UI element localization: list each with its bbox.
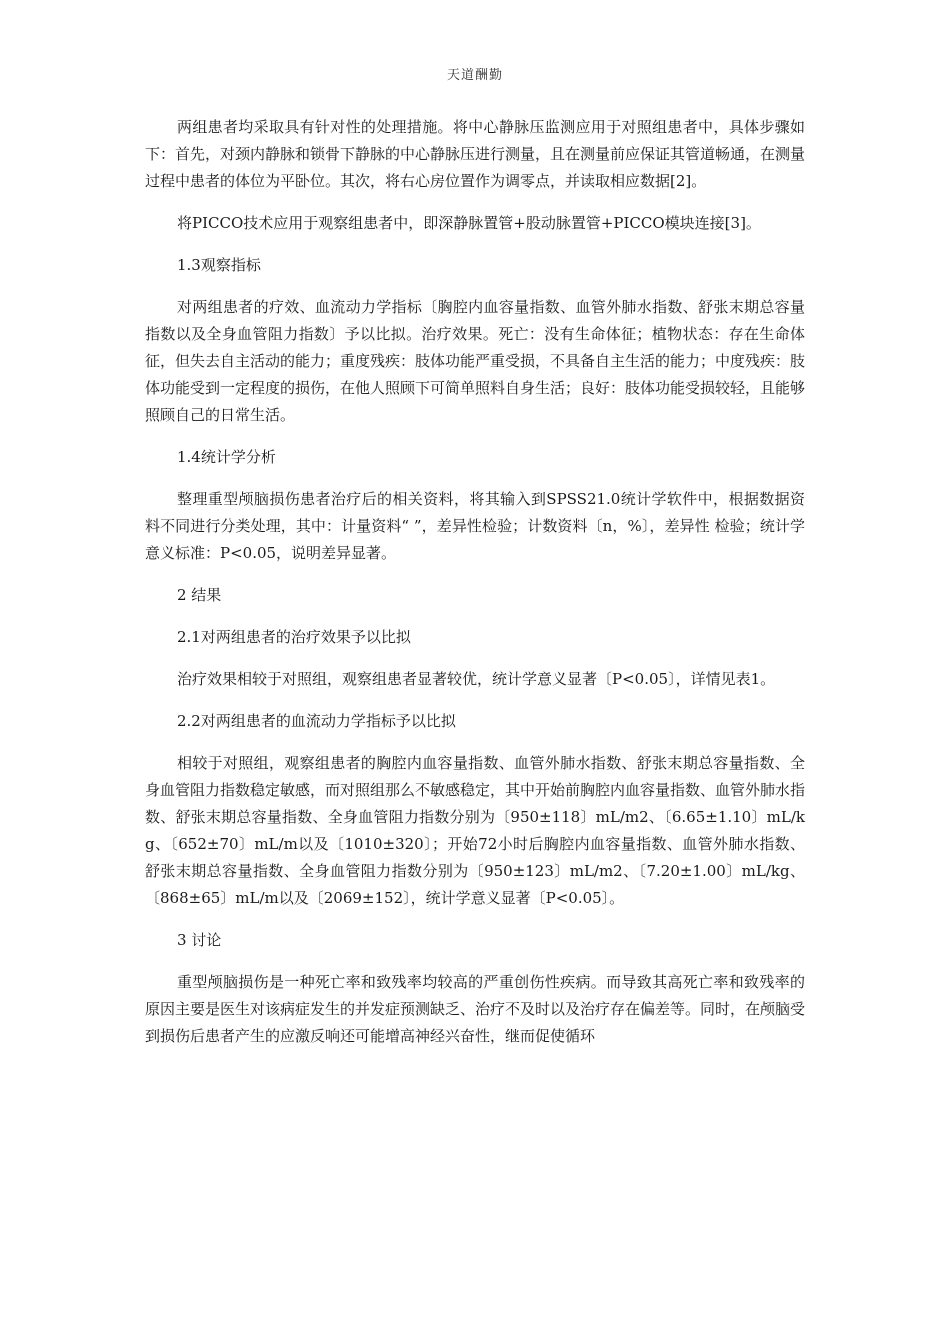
- section-heading-2-1: 2.1对两组患者的治疗效果予以比拟: [177, 628, 411, 646]
- paragraph-treatment-effect: 治疗效果相较于对照组，观察组患者显著较优，统计学意义显著〔P<0.05〕，详情见表1。: [177, 670, 776, 688]
- document-body: [145, 114, 805, 1065]
- section-heading-2-2: 2.2对两组患者的血流动力学指标予以比拟: [177, 712, 456, 730]
- page-header: 天道酬勤: [446, 68, 503, 83]
- paragraph-procedure: 两组患者均采取具有针对性的处理措施。将中心静脉压监测应用于对照组患者中，具体步骤如下：首先，对颈内静脉和锁骨下静脉的中心静脉压进行测量，且在测量前应保证其管道畅通，在测量过程中患者的体位为平卧位。其次，将右心房位置作为调零点，并读取相应数据[2]。: [145, 118, 806, 190]
- paragraph-indicators: 对两组患者的疗效、血流动力学指标〔胸腔内血容量指数、血管外肺水指数、舒张末期总容量指数以及全身血管阻力指数〕予以比拟。治疗效果。死亡：没有生命体征；植物状态：存在生命体征，但失去自主活动的能力；重度残疾：肢体功能严重受损，不具备自主生活的能力；中度残疾：肢体功能受到一定程度的损伤，在他人照顾下可简单照料自身生活；良好：肢体功能受损较轻，且能够照顾自己的日常生活。: [145, 298, 806, 424]
- paragraph-hemodynamics: 相较于对照组，观察组患者的胸腔内血容量指数、血管外肺水指数、舒张末期总容量指数、全身血管阻力指数稳定敏感，而对照组那么不敏感稳定，其中开始前胸腔内血容量指数、血管外肺水指数、舒张末期总容量指数、全身血管阻力指数分别为〔950±118〕mL/m2、〔6.65±1.10〕mL/kg、〔652±70〕mL/m以及〔1010±320〕；开始72小时后胸腔内血容量指数、血管外肺水指数、舒张末期总容量指数、全身血管阻力指数分别为〔950±123〕mL/m2、〔7.20±1.00〕mL/kg、〔868±65〕mL/m以及〔2069±152〕，统计学意义显著〔P<0.05〕。: [145, 754, 806, 907]
- section-heading-3: 3 讨论: [177, 931, 222, 949]
- section-heading-2: 2 结果: [177, 586, 222, 604]
- section-heading-1-3: 1.3观察指标: [177, 256, 261, 274]
- paragraph-picco: 将PICCO技术应用于观察组患者中，即深静脉置管+股动脉置管+PICCO模块连接[3]。: [177, 214, 761, 232]
- paragraph-statistics: 整理重型颅脑损伤患者治疗后的相关资料，将其输入到SPSS21.0统计学软件中，根据数据资料不同进行分类处理，其中：计量资料“ ”，差异性检验；计数资料〔n，%〕，差异性 检验；统计学意义标准：P<0.05，说明差异显著。: [145, 490, 805, 562]
- paragraph-discussion: 重型颅脑损伤是一种死亡率和致残率均较高的严重创伤性疾病。而导致其高死亡率和致残率的原因主要是医生对该病症发生的并发症预测缺乏、治疗不及时以及治疗存在偏差等。同时，在颅脑受到损伤后患者产生的应激反响还可能增高神经兴奋性，继而促使循环: [145, 973, 806, 1045]
- section-heading-1-4: 1.4统计学分析: [177, 448, 276, 466]
